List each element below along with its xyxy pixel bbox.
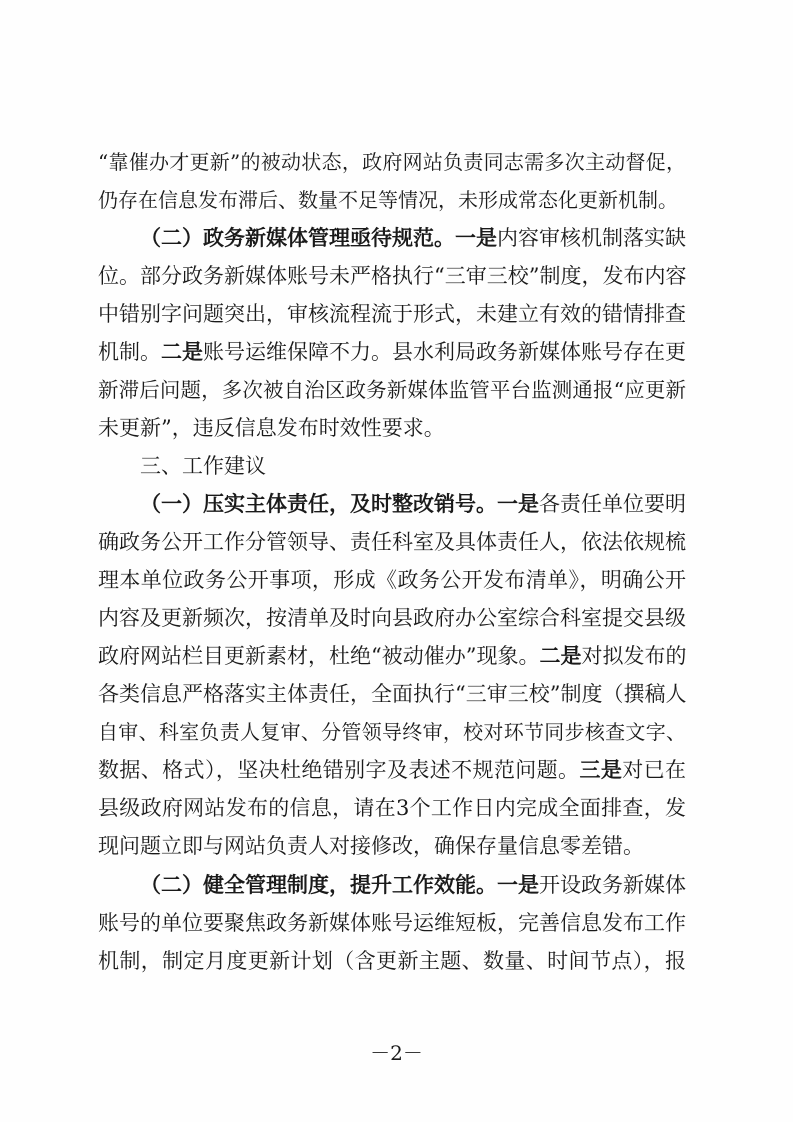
emphasis-label: 二是 [539, 643, 582, 668]
text-line: 位。部分政务新媒体账号未严格执行“三审三校”制度，发布内容 [98, 264, 686, 288]
section-heading: （一）压实主体责任，及时整改销号。 [140, 491, 497, 516]
text-line: 仍存在信息发布滞后、数量不足等情况，未形成常态化更新机制。 [98, 188, 678, 212]
text-line: 自审、科室负责人复审、分管领导终审，校对环节同步核查文字、 [98, 720, 686, 744]
text-line: “靠催办才更新”的被动状态，政府网站负责同志需多次主动督促， [98, 150, 686, 174]
text-line [98, 333, 686, 371]
section-heading-3: 三、工作建议 [140, 454, 266, 478]
text-line: 理本单位政务公开事项，形成《政务公开发布清单》，明确公开 [98, 568, 686, 592]
emphasis-label: 一是 [497, 872, 539, 897]
text-span: 各责任单位要明 [539, 492, 686, 516]
text-line: 内容及更新频次，按清单及时向县政府办公室综合科室提交县级 [98, 606, 686, 630]
paragraph-start [140, 866, 686, 904]
text-line [98, 751, 686, 789]
text-line: 县级政府网站发布的信息，请在3个工作日内完成全面排查，发 [98, 796, 686, 820]
page-number: －2－ [370, 1041, 423, 1065]
text-span: 数据、格式），坚决杜绝错别字及表述不规范问题。 [98, 758, 580, 782]
emphasis-label: 二是 [161, 339, 203, 364]
emphasis-label: 一是 [497, 491, 539, 516]
text-line: 中错别字问题突出，审核流程流于形式，未建立有效的错情排查 [98, 302, 686, 326]
emphasis-label: 三是 [579, 757, 623, 782]
text-span: 机制。 [98, 340, 161, 364]
text-span: 政府网站栏目更新素材，杜绝“被动催办”现象。 [98, 644, 540, 668]
text-line [98, 637, 686, 675]
text-span: 内容审核机制落实缺 [497, 226, 686, 250]
paragraph-start [140, 219, 686, 257]
text-span: 开设政务新媒体 [539, 873, 686, 897]
text-line: 机制，制定月度更新计划（含更新主题、数量、时间节点），报 [98, 949, 686, 973]
text-line: 账号的单位要聚焦政务新媒体账号运维短板，完善信息发布工作 [98, 911, 686, 935]
text-line: 确政务公开工作分管领导、责任科室及具体责任人，依法依规梳 [98, 530, 686, 554]
emphasis-label: 一是 [455, 225, 497, 250]
paragraph-start [140, 485, 686, 523]
text-span: 账号运维保障不力。县水利局政务新媒体账号存在更 [203, 340, 686, 364]
text-line: 未更新”，违反信息发布时效性要求。 [98, 416, 445, 440]
section-heading: （二）政务新媒体管理亟待规范。 [140, 225, 455, 250]
text-span: 对已在 [622, 758, 686, 782]
text-line: 现问题立即与网站负责人对接修改，确保存量信息零差错。 [98, 834, 644, 858]
text-line: 新滞后问题，多次被自治区政务新媒体监管平台监测通报“应更新 [98, 378, 686, 402]
section-heading: （二）健全管理制度，提升工作效能。 [140, 872, 497, 897]
text-line: 各类信息严格落实主体责任，全面执行“三审三校”制度（撰稿人 [98, 682, 686, 706]
text-span: 对拟发布的 [581, 644, 686, 668]
